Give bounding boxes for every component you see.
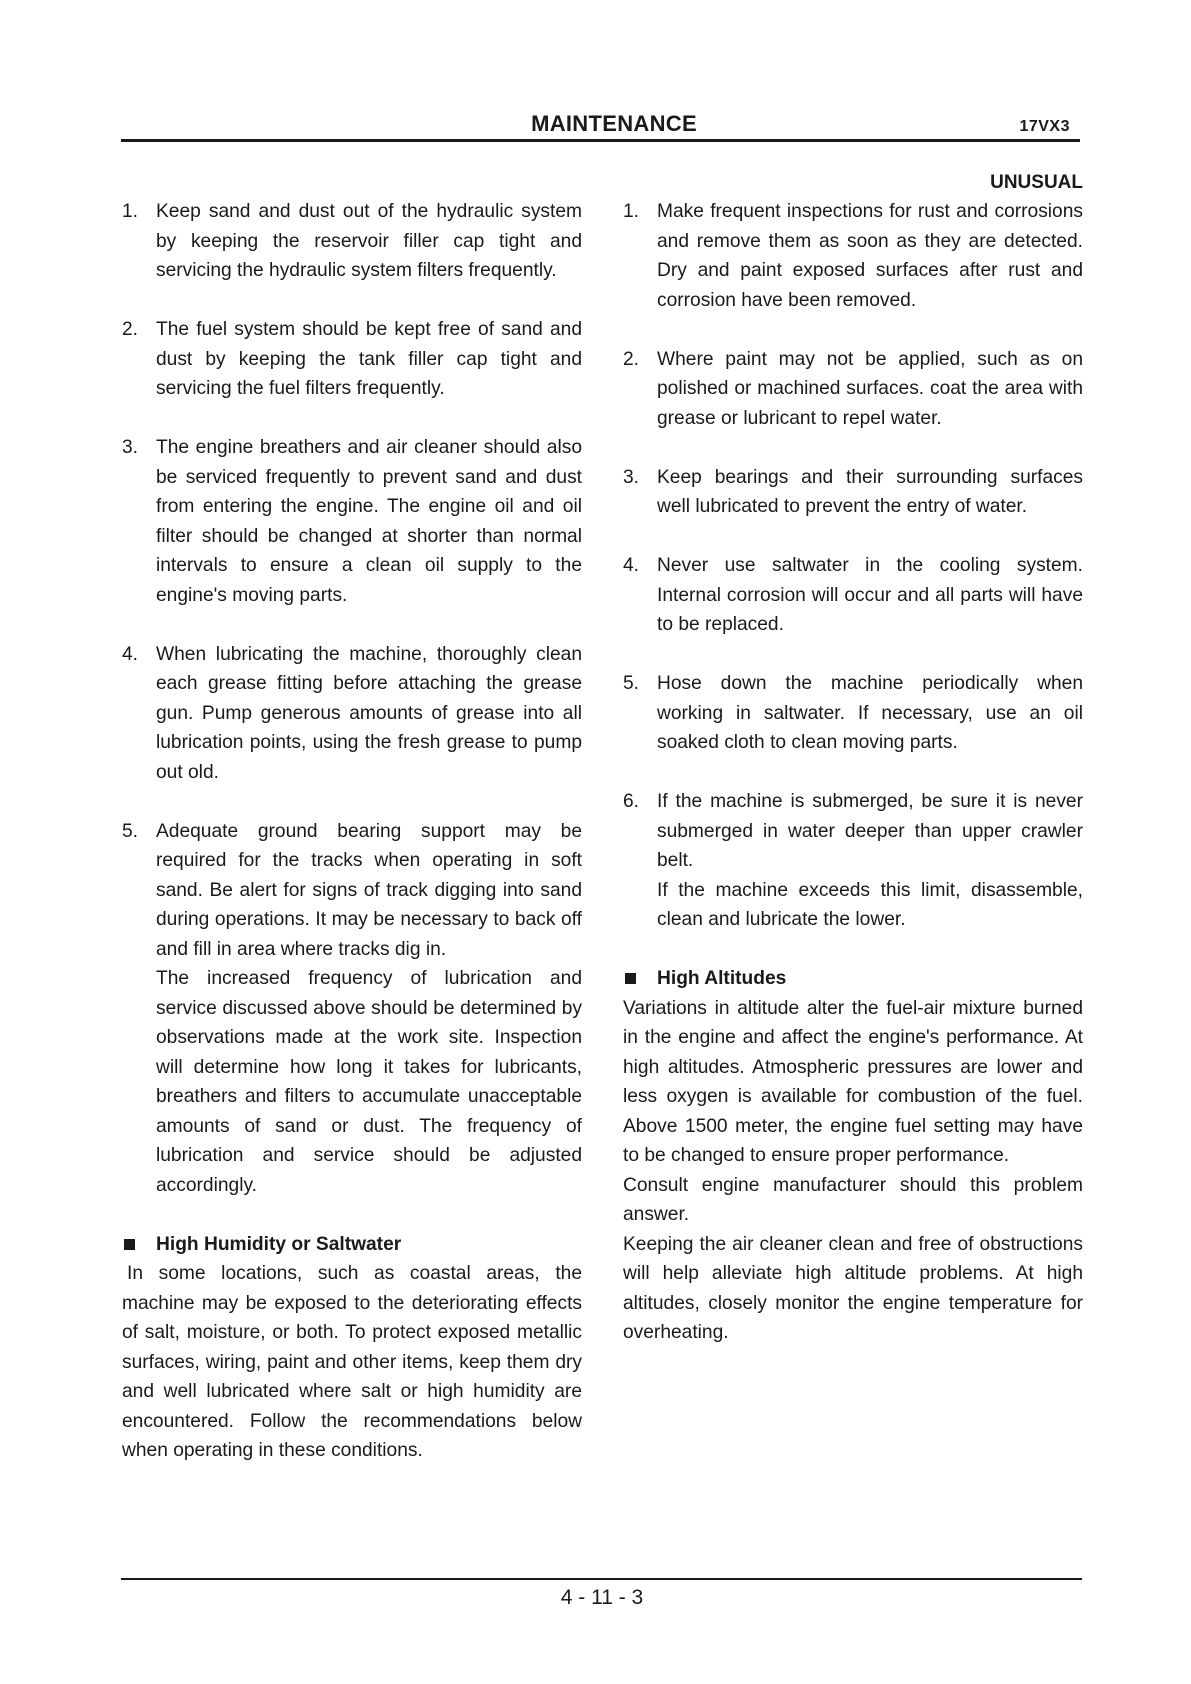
item-number: 3. (122, 437, 139, 458)
item-number: 2. (623, 348, 640, 370)
item-text: When lubricating the machine, thoroughly clean each grease fitting before attaching the grease gun. Pump generous amounts of grease into all lubrication points, using the fresh grease to pump out old. (156, 643, 582, 783)
list-item (623, 551, 1083, 640)
list-item (623, 345, 1083, 434)
list-item (122, 197, 582, 286)
footer-divider (121, 1578, 1082, 1580)
list-item (122, 433, 582, 610)
section-heading-altitude (623, 964, 1083, 994)
list-item (623, 197, 1083, 315)
item-number: 1. (623, 201, 640, 222)
section-heading-humidity (122, 1230, 582, 1260)
item-text: The engine breathers and air cleaner should also be serviced frequently to prevent sand and dust from entering the engine. The engine oil and oil filter should be changed at shorter than normal intervals to ensure a clean oil supply to the engine's moving parts. (156, 437, 582, 606)
heading-text: High Altitudes (657, 968, 787, 989)
altitude-paragraph: Keeping the air cleaner clean and free of obstructions will help alleviate high altitude problems. At high altitudes, closely monitor the engine temperature for overheating. (623, 1233, 1083, 1343)
item-text: If the machine exceeds this limit, disassemble, clean and lubricate the lower. (657, 879, 1083, 930)
list-item (623, 463, 1083, 522)
section-label: UNUSUAL (990, 172, 1083, 193)
list-item (122, 817, 582, 1201)
item-text: Hose down the machine periodically when working in saltwater. If necessary, use an oil soaked cloth to clean moving parts. (657, 673, 1083, 753)
altitude-paragraph: Consult engine manufacturer should this problem answer. (623, 1174, 1083, 1225)
page-header-title: MAINTENANCE (531, 111, 697, 136)
item-number: 4. (122, 643, 139, 665)
header-divider (121, 139, 1080, 142)
item-number: 2. (122, 319, 139, 340)
right-column (623, 197, 1083, 1348)
item-text: The increased frequency of lubrication and service discussed above should be determined by observations made at the work site. Inspection will determine how long it takes for lubricants, breathers and filters to accumulate unacceptable amounts of sand or dust. The frequency of lubrication and service should be adjusted accordingly. (156, 968, 582, 1196)
square-bullet-icon (124, 1239, 135, 1250)
square-bullet-icon (625, 973, 636, 984)
left-column (122, 197, 582, 1466)
model-code: 17VX3 (1019, 118, 1070, 135)
altitude-paragraph: Variations in altitude alter the fuel-air mixture burned in the engine and affect the engine's performance. At high altitudes. Atmospheric pressures are lower and less oxygen is available for combustion of the fuel. Above 1500 meter, the engine fuel setting may have to be changed to ensure proper performance. (623, 997, 1083, 1166)
item-text: Never use saltwater in the cooling system. Internal corrosion will occur and all parts will have to be replaced. (657, 555, 1083, 635)
item-text: Make frequent inspections for rust and corrosions and remove them as soon as they are detected. Dry and paint exposed surfaces after rust and corrosion have been removed. (657, 201, 1083, 311)
heading-text: High Humidity or Saltwater (156, 1233, 402, 1255)
list-item (122, 640, 582, 788)
item-text: Keep bearings and their surrounding surfaces well lubricated to prevent the entry of water. (657, 466, 1083, 517)
item-number: 5. (623, 673, 640, 694)
item-number: 5. (122, 820, 139, 842)
item-number: 1. (122, 201, 139, 222)
list-item (623, 669, 1083, 758)
item-text: Where paint may not be applied, such as on polished or machined surfaces. coat the area with grease or lubricant to repel water. (657, 348, 1083, 429)
item-number: 6. (623, 791, 640, 812)
item-text: If the machine is submerged, be sure it is never submerged in water deeper than upper crawler belt. (657, 791, 1083, 871)
list-item (623, 787, 1083, 935)
item-number: 4. (623, 555, 640, 576)
humidity-paragraph: In some locations, such as coastal areas, the machine may be exposed to the deteriorating effects of salt, moisture, or both. To protect exposed metallic surfaces, wiring, paint and other items, keep them dry and well lubricated where salt or high humidity are encountered. Follow the recommendations below when operating in these conditions. (122, 1263, 582, 1461)
page-number: 4 - 11 - 3 (560, 1586, 644, 1609)
item-text: Keep sand and dust out of the hydraulic system by keeping the reservoir filler cap tight and servicing the hydraulic system filters frequently. (156, 201, 582, 281)
item-text: The fuel system should be kept free of sand and dust by keeping the tank filler cap tight and servicing the fuel filters frequently. (156, 319, 582, 399)
item-text: Adequate ground bearing support may be required for the tracks when operating in soft sand. Be alert for signs of track digging into sand during operations. It may be necessary to back off and fill in area where tracks dig in. (156, 820, 582, 960)
list-item (122, 315, 582, 404)
item-number: 3. (623, 466, 640, 488)
